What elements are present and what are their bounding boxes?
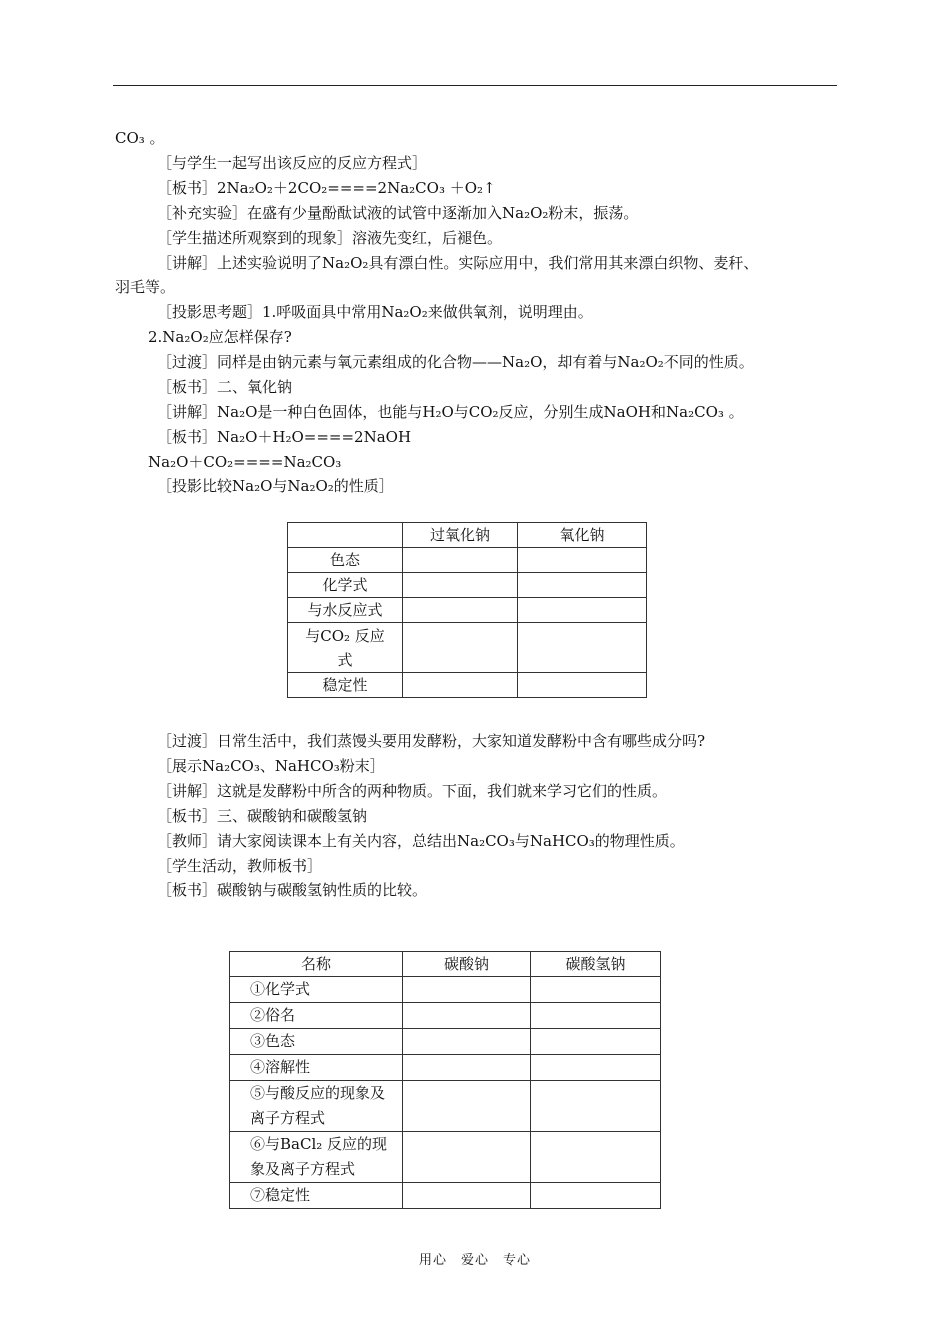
table-cell	[518, 623, 647, 673]
text-line: ［板书］Na₂O＋H₂O====2NaOH	[157, 428, 412, 446]
table-header-cell: 名称	[230, 952, 403, 977]
table-cell	[403, 1029, 531, 1055]
text-line: ［讲解］Na₂O是一种白色固体，也能与H₂O与CO₂反应，分别生成NaOH和Na₂CO₃ 。	[157, 403, 744, 421]
text-line: 羽毛等。	[115, 278, 176, 296]
table-cell	[518, 598, 647, 623]
table-cell	[403, 573, 518, 598]
table-cell	[531, 1029, 661, 1055]
table-cell	[518, 673, 647, 698]
text-line: ［板书］2Na₂O₂＋2CO₂====2Na₂CO₃ ＋O₂↑	[157, 179, 496, 197]
text-line: ［学生描述所观察到的现象］溶液先变红，后褪色。	[157, 229, 503, 247]
na2o-comparison-table	[287, 522, 647, 698]
table-row-label: 稳定性	[288, 673, 403, 698]
table-cell	[403, 548, 518, 573]
text-line: ［过渡］日常生活中，我们蒸馒头要用发酵粉，大家知道发酵粉中含有哪些成分吗?	[157, 732, 706, 750]
table-row-label: 色态	[288, 548, 403, 573]
text-line: ［教师］请大家阅读课本上有关内容，总结出Na₂CO₃与NaHCO₃的物理性质。	[157, 832, 685, 850]
text-line: ［板书］二、氧化钠	[157, 378, 293, 396]
table-row-label: ⑦稳定性	[230, 1183, 403, 1209]
table-header-cell: 碳酸氢钠	[531, 952, 661, 977]
text-line: ［过渡］同样是由钠元素与氧元素组成的化合物——Na₂O，却有着与Na₂O₂不同的性质。	[157, 353, 754, 371]
table-row-label: ⑤与酸反应的现象及离子方程式	[230, 1081, 403, 1132]
table-cell	[403, 1132, 531, 1183]
table-cell	[531, 1183, 661, 1209]
text-line: ［展示Na₂CO₃、NaHCO₃粉末］	[157, 757, 385, 775]
table-cell	[403, 1003, 531, 1029]
table-cell	[531, 1081, 661, 1132]
table-row-label: ④溶解性	[230, 1055, 403, 1081]
text-line: CO₃ 。	[115, 129, 165, 147]
table-cell	[403, 1055, 531, 1081]
table-row-label: ⑥与BaCl₂ 反应的现象及离子方程式	[230, 1132, 403, 1183]
table-row-label: ①化学式	[230, 977, 403, 1003]
page-footer: 用心 爱心 专心	[418, 1253, 531, 1268]
table-cell	[518, 548, 647, 573]
text-line: ［投影思考题］1.呼吸面具中常用Na₂O₂来做供氧剂，说明理由。	[157, 303, 593, 321]
table-cell	[531, 977, 661, 1003]
text-line: ［讲解］这就是发酵粉中所含的两种物质。下面，我们就来学习它们的性质。	[157, 782, 668, 800]
table-cell	[403, 977, 531, 1003]
table-row-label: ②俗名	[230, 1003, 403, 1029]
table-row-label: 与水反应式	[288, 598, 403, 623]
table-cell	[531, 1003, 661, 1029]
table-header-cell: 过氧化钠	[403, 523, 518, 548]
text-line: Na₂O＋CO₂====Na₂CO₃	[148, 453, 342, 471]
text-line: ［学生活动，教师板书］	[157, 857, 323, 875]
table-header-cell: 碳酸钠	[403, 952, 531, 977]
text-line: ［讲解］上述实验说明了Na₂O₂具有漂白性。实际应用中，我们常用其来漂白织物、麦秆、	[157, 254, 759, 272]
text-line: ［板书］碳酸钠与碳酸氢钠性质的比较。	[157, 881, 428, 899]
table-row-label: 化学式	[288, 573, 403, 598]
text-line: ［板书］三、碳酸钠和碳酸氢钠	[157, 807, 368, 825]
table-cell	[518, 573, 647, 598]
table-cell	[403, 673, 518, 698]
text-line: ［与学生一起写出该反应的反应方程式］	[157, 154, 428, 172]
table-cell	[531, 1132, 661, 1183]
text-line: ［投影比较Na₂O与Na₂O₂的性质］	[157, 477, 394, 495]
text-line: 2.Na₂O₂应怎样保存?	[148, 328, 292, 346]
table-cell	[403, 1183, 531, 1209]
text-line: ［补充实验］在盛有少量酚酞试液的试管中逐渐加入Na₂O₂粉末，振荡。	[157, 204, 639, 222]
table-cell	[531, 1055, 661, 1081]
table-row-label: ③色态	[230, 1029, 403, 1055]
table-cell	[403, 1081, 531, 1132]
table-cell	[403, 623, 518, 673]
table-header-cell: 氧化钠	[518, 523, 647, 548]
table-header-cell	[288, 523, 403, 548]
table-cell	[403, 598, 518, 623]
table-row-label: 与CO₂ 反应式	[288, 623, 403, 673]
carbonate-comparison-table	[229, 951, 661, 1209]
header-rule	[113, 85, 837, 86]
